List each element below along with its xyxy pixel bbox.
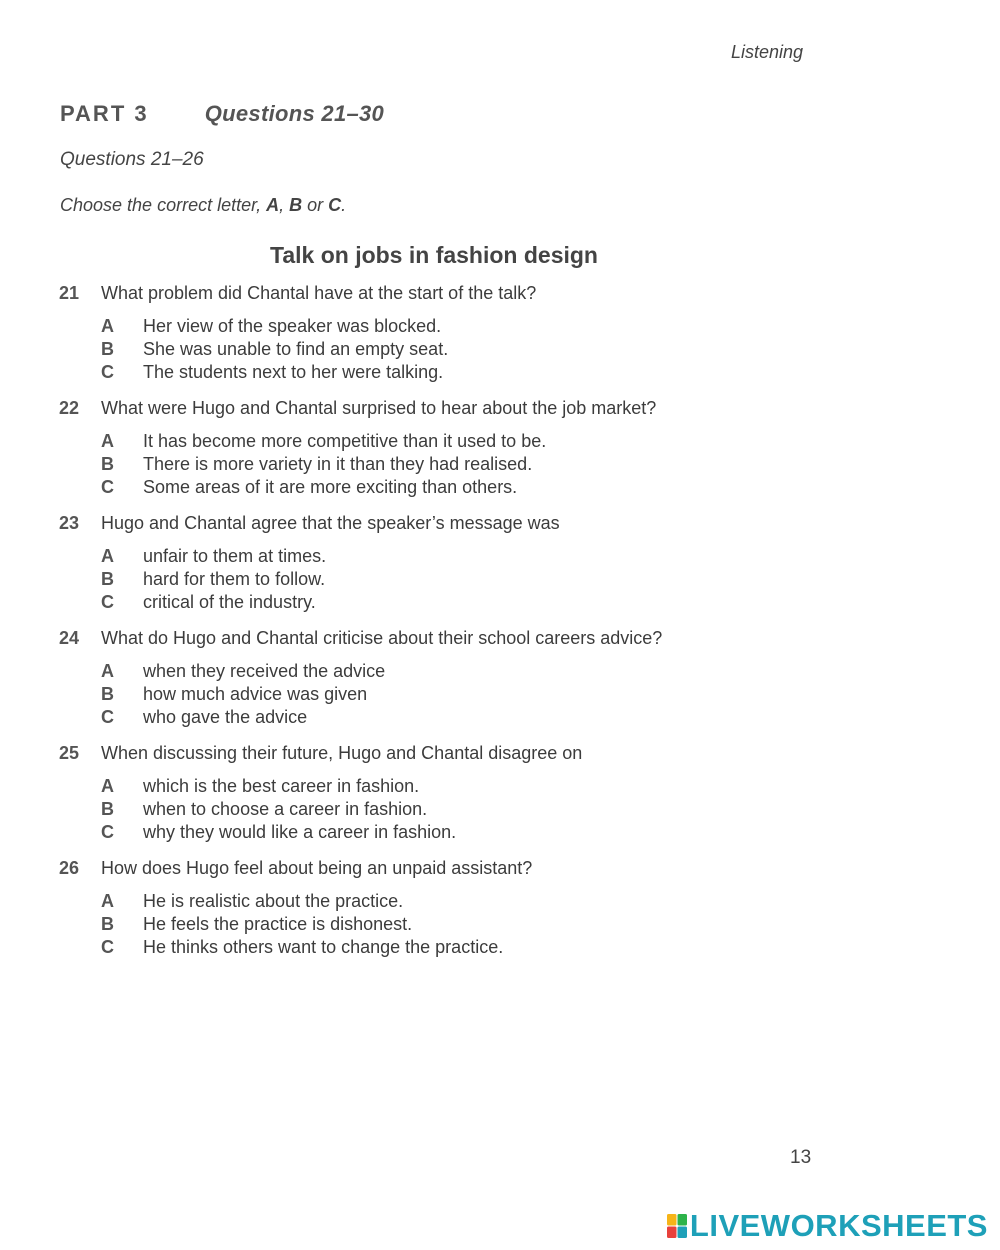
option-list	[59, 660, 819, 729]
question-stem	[59, 856, 819, 880]
liveworksheets-watermark	[667, 1208, 988, 1244]
question-stem	[59, 741, 819, 765]
option-text: It has become more competitive than it used to be.	[143, 431, 547, 451]
instruction-letter-b: B	[289, 195, 303, 215]
logo-tile	[677, 1214, 687, 1226]
worksheet-title: Talk on jobs in fashion design	[270, 242, 598, 268]
question-text: Hugo and Chantal agree that the speaker’s message was	[101, 513, 560, 533]
option-text: He feels the practice is dishonest.	[143, 914, 413, 934]
question-text: What were Hugo and Chantal surprised to hear about the job market?	[101, 398, 657, 418]
page-number: 13	[790, 1147, 812, 1168]
option-letter: B	[101, 569, 114, 589]
option-letter: C	[101, 822, 114, 842]
instruction-separator: or	[302, 195, 329, 215]
option-letter: C	[101, 707, 114, 727]
logo-tile	[677, 1227, 687, 1239]
question-number: 21	[59, 283, 80, 303]
option-b	[59, 798, 819, 821]
subsection-heading: Questions 21–26	[60, 149, 204, 170]
option-letter: B	[101, 684, 114, 704]
instruction	[60, 195, 346, 216]
option-letter: B	[101, 799, 114, 819]
option-letter: A	[101, 776, 114, 796]
instruction-letter-a: A	[266, 195, 280, 215]
question-26	[59, 856, 819, 959]
option-letter: B	[101, 454, 114, 474]
option-c	[59, 821, 819, 844]
option-text: which is the best career in fashion.	[143, 776, 420, 796]
option-list	[59, 430, 819, 499]
option-c	[59, 361, 819, 384]
option-b	[59, 683, 819, 706]
option-b	[59, 568, 819, 591]
watermark-text: LIVEWORKSHEETS	[689, 1208, 988, 1243]
option-text: hard for them to follow.	[143, 569, 326, 589]
part-heading	[60, 101, 384, 127]
instruction-separator: ,	[279, 195, 290, 215]
question-21	[59, 281, 819, 384]
question-list	[59, 281, 819, 971]
option-text: The students next to her were talking.	[143, 362, 444, 382]
option-letter: C	[101, 592, 114, 612]
option-a	[59, 315, 819, 338]
question-number: 22	[59, 398, 80, 418]
section-label: Listening	[731, 42, 804, 62]
question-number: 26	[59, 858, 80, 878]
question-stem	[59, 511, 819, 535]
option-text: why they would like a career in fashion.	[143, 822, 457, 842]
option-letter: A	[101, 661, 114, 681]
option-a	[59, 660, 819, 683]
part-questions-range: Questions 21–30	[204, 101, 385, 126]
option-c	[59, 476, 819, 499]
logo-tile	[667, 1227, 677, 1239]
question-text: What problem did Chantal have at the start of the talk?	[101, 283, 537, 303]
option-a	[59, 430, 819, 453]
option-list	[59, 890, 819, 959]
option-text: critical of the industry.	[143, 592, 316, 612]
option-b	[59, 338, 819, 361]
question-24	[59, 626, 819, 729]
liveworksheets-logo-icon	[667, 1214, 687, 1238]
option-text: Some areas of it are more exciting than others.	[143, 477, 518, 497]
question-number: 24	[59, 628, 80, 648]
option-letter: B	[101, 914, 114, 934]
question-23	[59, 511, 819, 614]
instruction-letter-c: C	[328, 195, 342, 215]
option-letter: B	[101, 339, 114, 359]
option-text: Her view of the speaker was blocked.	[143, 316, 442, 336]
question-stem	[59, 281, 819, 305]
option-text: He is realistic about the practice.	[143, 891, 404, 911]
instruction-end: .	[341, 195, 347, 215]
question-number: 25	[59, 743, 80, 763]
option-letter: A	[101, 891, 114, 911]
option-text: She was unable to find an empty seat.	[143, 339, 449, 359]
option-text: He thinks others want to change the practice.	[143, 937, 504, 957]
question-text: How does Hugo feel about being an unpaid assistant?	[101, 858, 533, 878]
option-c	[59, 936, 819, 959]
question-number: 23	[59, 513, 80, 533]
option-letter: C	[101, 477, 114, 497]
question-stem	[59, 396, 819, 420]
option-letter: C	[101, 937, 114, 957]
option-text: who gave the advice	[143, 707, 308, 727]
option-letter: A	[101, 316, 114, 336]
option-a	[59, 775, 819, 798]
option-text: how much advice was given	[143, 684, 368, 704]
option-letter: C	[101, 362, 114, 382]
option-text: when they received the advice	[143, 661, 386, 681]
question-22	[59, 396, 819, 499]
part-label: PART 3	[60, 101, 149, 126]
question-text: When discussing their future, Hugo and Chantal disagree on	[101, 743, 583, 763]
question-text: What do Hugo and Chantal criticise about their school careers advice?	[101, 628, 663, 648]
option-c	[59, 591, 819, 614]
option-list	[59, 315, 819, 384]
option-c	[59, 706, 819, 729]
option-text: unfair to them at times.	[143, 546, 327, 566]
option-list	[59, 545, 819, 614]
option-letter: A	[101, 431, 114, 451]
option-a	[59, 890, 819, 913]
option-list	[59, 775, 819, 844]
option-b	[59, 913, 819, 936]
option-text: when to choose a career in fashion.	[143, 799, 428, 819]
logo-tile	[667, 1214, 677, 1226]
option-letter: A	[101, 546, 114, 566]
option-b	[59, 453, 819, 476]
option-text: There is more variety in it than they had realised.	[143, 454, 533, 474]
instruction-prefix: Choose the correct letter,	[60, 195, 267, 215]
option-a	[59, 545, 819, 568]
question-25	[59, 741, 819, 844]
question-stem	[59, 626, 819, 650]
